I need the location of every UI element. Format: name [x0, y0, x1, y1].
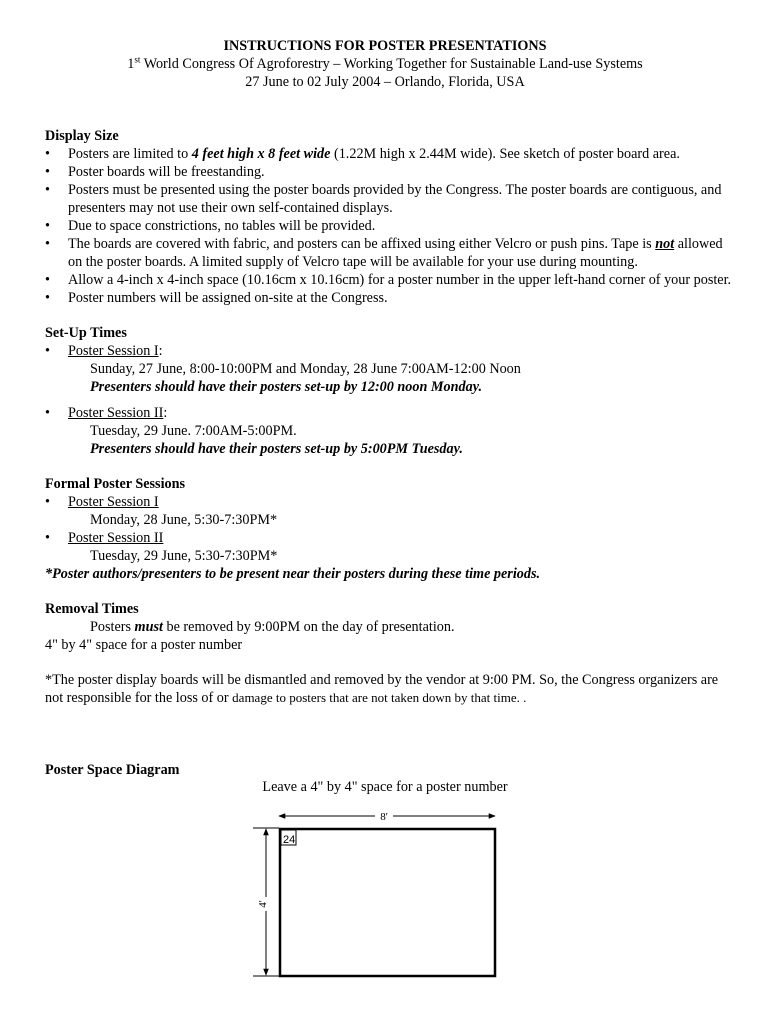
list-item: • Poster boards will be freestanding. [45, 163, 735, 181]
poster-number-space-note: 4" by 4" space for a poster number [45, 637, 243, 653]
event-dates: 27 June to 02 July 2004 – Orlando, Florida, USA [245, 74, 525, 90]
spacer [45, 396, 735, 404]
setup-times-heading: Set-Up Times [45, 325, 127, 341]
dismantle-text: *The poster display boards will be dismantled and removed by the vendor at 9:00 PM. So, the Congress organizers are not responsible for the loss of or [45, 672, 719, 706]
list-item: • Due to space constrictions, no tables will be provided. [45, 217, 735, 235]
display-size-heading: Display Size [45, 128, 119, 144]
removal-line [45, 618, 735, 636]
poster-board-diagram [250, 805, 510, 985]
session-label: Poster Session I [68, 343, 159, 359]
width-label: 8' [380, 811, 388, 823]
spacer [45, 307, 735, 324]
dismantle-text-tail: damage to posters that are not taken down by that time. . [232, 690, 527, 705]
list-text: Posters are limited to [68, 146, 192, 162]
removal-text: be removed by 9:00PM on the day of presentation. [162, 619, 455, 635]
list-item [45, 342, 735, 396]
diagram-caption: Leave a 4" by 4" space for a poster number [262, 779, 508, 795]
list-item [45, 529, 735, 565]
session-time: Tuesday, 29 June. 7:00AM-5:00PM. [90, 423, 297, 439]
diagram-heading: Poster Space Diagram [45, 762, 180, 778]
setup-times-list [45, 342, 735, 458]
removal-times-heading: Removal Times [45, 601, 139, 617]
session-note: Presenters should have their posters set-up by 5:00PM Tuesday. [90, 441, 463, 457]
session-time: Sunday, 27 June, 8:00-10:00PM and Monday, 28 June 7:00AM-12:00 Noon [90, 361, 521, 377]
formal-sessions-heading: Formal Poster Sessions [45, 476, 186, 492]
list-item: • Posters must be presented using the poster boards provided by the Congress. The poster boards are contiguous, and presenters may not use their own self-contained displays. [45, 181, 735, 217]
emphasis-size: 4 feet high x 8 feet wide [191, 146, 331, 162]
spacer [45, 458, 735, 475]
label-colon: : [158, 343, 163, 359]
poster-board [280, 829, 495, 976]
list-text: The boards are covered with fabric, and posters can be affixed using either Velcro or push pins. Tape is [68, 236, 656, 252]
document-subtitle [0, 55, 770, 73]
formal-sessions-list [45, 493, 735, 565]
list-item: • Allow a 4-inch x 4-inch space (10.16cm x 10.16cm) for a poster number in the upper left-hand corner of your poster. [45, 271, 735, 289]
session-label: Poster Session II [68, 530, 164, 546]
spacer [45, 654, 735, 671]
session-time: Monday, 28 June, 5:30-7:30PM* [90, 512, 278, 528]
document-title: INSTRUCTIONS FOR POSTER PRESENTATIONS [223, 38, 547, 54]
display-size-list [45, 145, 735, 307]
spacer [45, 583, 735, 600]
list-text: (1.22M high x 2.44M wide). See sketch of poster board area. [330, 146, 680, 162]
subtitle-ordinal-number: 1 [127, 56, 135, 72]
subtitle-text: World Congress Of Agroforestry – Working Together for Sustainable Land-use Systems [140, 56, 643, 72]
list-item [45, 145, 735, 163]
document-header [0, 37, 770, 91]
session-note: Presenters should have their posters set-up by 12:00 noon Monday. [90, 379, 483, 395]
session-time: Tuesday, 29 June, 5:30-7:30PM* [90, 548, 278, 564]
removal-text: Posters [90, 619, 135, 635]
list-item [45, 404, 735, 458]
session-label: Poster Session I [68, 494, 159, 510]
height-label: 4' [257, 900, 269, 908]
emphasis-must: must [134, 619, 163, 635]
list-item [45, 493, 735, 529]
session-label: Poster Session II [68, 405, 164, 421]
list-item: • Poster numbers will be assigned on-site at the Congress. [45, 289, 735, 307]
list-item [45, 235, 735, 271]
subtitle-ordinal-suffix: st [134, 54, 141, 65]
emphasis-not: not [655, 236, 675, 252]
list-text: allowed on the poster boards. A limited supply of Velcro tape will be available for your use during mounting. [68, 236, 723, 270]
document-body [45, 127, 735, 707]
poster-number: 24 [283, 834, 296, 846]
label-colon: : [163, 405, 168, 421]
formal-sessions-note: *Poster authors/presenters to be present near their posters during these time periods. [45, 566, 541, 582]
dismantle-note [45, 671, 735, 707]
